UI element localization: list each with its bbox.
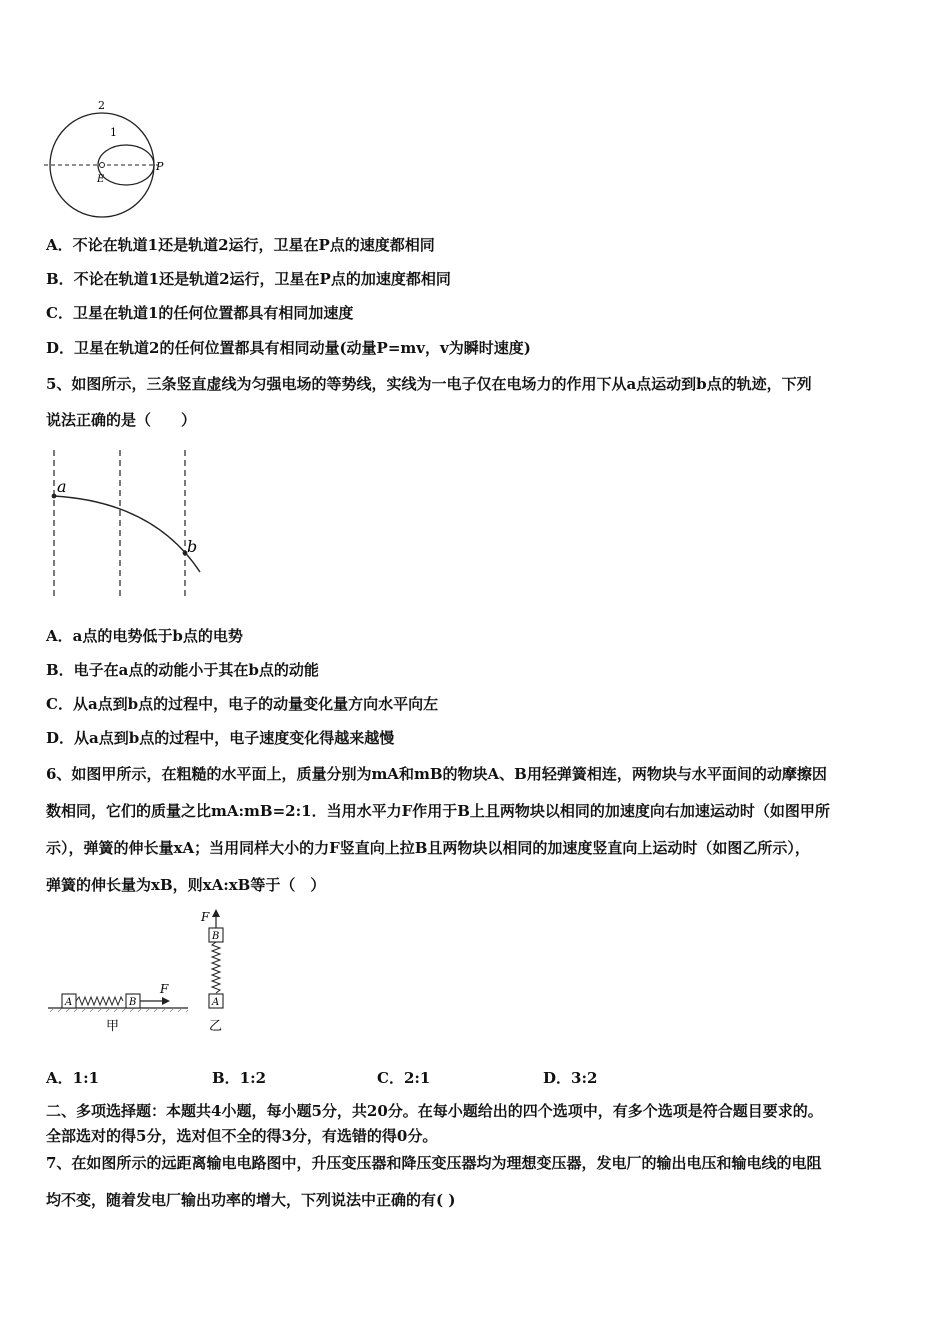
q4-option-a: A．不论在轨道1还是轨道2运行，卫星在P点的速度都相同 (46, 236, 435, 254)
q6-stem-line4: 弹簧的伸长量为xB，则xA:xB等于（ ） (46, 876, 326, 894)
caption-jia: 甲 (106, 1019, 120, 1034)
q5-option-b: B．电子在a点的动能小于其在b点的动能 (46, 661, 319, 679)
q4-option-d: D．卫星在轨道2的任何位置都具有相同动量(动量P=mv，v为瞬时速度) (46, 339, 531, 357)
q4-option-b: B．不论在轨道1还是轨道2运行，卫星在P点的加速度都相同 (46, 270, 451, 288)
section2-line2: 全部选对的得5分，选对但不全的得3分，有选错的得0分。 (46, 1127, 438, 1145)
electron-trajectory (54, 496, 200, 572)
block-b-label-horizontal: B (129, 997, 137, 1008)
q6-option-c: C．2:1 (377, 1069, 431, 1087)
orbit-label-e: E (97, 174, 105, 185)
q5-option-a: A．a点的电势低于b点的电势 (46, 627, 243, 645)
q5-stem-line2: 说法正确的是（ ） (46, 411, 197, 429)
orbit-label-1: 1 (110, 126, 117, 139)
spring-blocks-figure (44, 906, 244, 1040)
block-a-label-horizontal: A (65, 997, 73, 1008)
q6-option-a: A．1:1 (46, 1069, 100, 1087)
block-b-label-vertical: B (212, 931, 220, 942)
label-a: a (57, 477, 67, 496)
spring-horizontal (76, 997, 123, 1005)
force-arrowhead-vertical (212, 909, 220, 917)
force-label-horizontal: F (160, 982, 169, 996)
block-a-label-vertical: A (212, 997, 220, 1008)
label-b: b (187, 537, 198, 556)
earth-point (100, 163, 105, 168)
point-a (52, 494, 57, 499)
section2-line1: 二、多项选择题：本题共4小题，每小题5分，共20分。在每小题给出的四个选项中，有多个选项是符合题目要求的。 (46, 1102, 823, 1120)
q5-option-c: C．从a点到b点的过程中，电子的动量变化量方向水平向左 (46, 695, 439, 713)
q5-option-d: D．从a点到b点的过程中，电子速度变化得越来越慢 (46, 729, 395, 747)
q6-stem-line3: 示），弹簧的伸长量xA；当用同样大小的力F竖直向上拉B且两物块以相同的加速度竖直向上运动时（如图乙所示）， (46, 839, 810, 857)
spring-vertical (212, 942, 220, 993)
orbit-figure (40, 98, 180, 222)
q6-option-b: B．1:2 (212, 1069, 267, 1087)
q6-stem-line2: 数相同，它们的质量之比mA:mB=2:1．当用水平力F作用于B上且两物块以相同的加速度向右加速运动时（如图甲所 (46, 802, 830, 820)
q6-stem-line1: 6、如图甲所示，在粗糙的水平面上，质量分别为mA和mB的物块A、B用轻弹簧相连，两物块与水平面间的动摩擦因 (46, 765, 827, 783)
q5-stem-line1: 5、如图所示，三条竖直虚线为匀强电场的等势线，实线为一电子仅在电场力的作用下从a点运动到b点的轨迹，下列 (46, 375, 812, 393)
equipotential-figure (44, 448, 214, 603)
orbit-label-p: P (156, 160, 164, 173)
orbit-label-2: 2 (98, 99, 105, 112)
force-label-vertical: F (201, 910, 210, 924)
q7-stem-line2: 均不变，随着发电厂输出功率的增大，下列说法中正确的有( ) (46, 1191, 456, 1209)
q4-option-c: C．卫星在轨道1的任何位置都具有相同加速度 (46, 304, 354, 322)
q6-option-d: D．3:2 (543, 1069, 598, 1087)
q7-stem-line1: 7、在如图所示的远距离输电电路图中，升压变压器和降压变压器均为理想变压器，发电厂的输出电压和输电线的电阻 (46, 1154, 822, 1172)
force-arrowhead-horizontal (162, 997, 170, 1005)
caption-yi: 乙 (209, 1019, 223, 1034)
